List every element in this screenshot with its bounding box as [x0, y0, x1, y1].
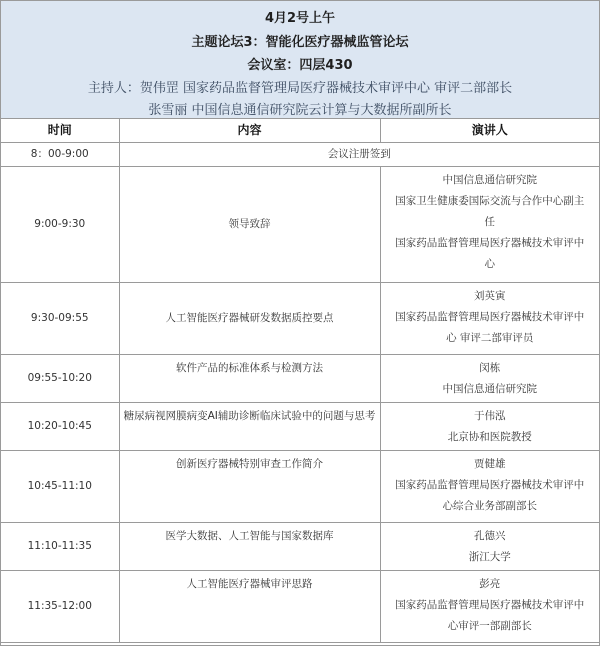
time-cell: 11:35-12:00 — [1, 571, 119, 643]
content-cell: 会议注册签到 — [119, 143, 599, 167]
speaker-line: 国家药品监督管理局医疗器械技术审评中 — [395, 311, 585, 323]
table-row — [1, 403, 599, 451]
time-cell: 9:30-09:55 — [1, 283, 119, 355]
agenda-table — [1, 119, 599, 643]
meeting-room: 会议室：四层430 — [247, 58, 353, 73]
speaker-line: 心 审评二部审评员 — [446, 332, 534, 344]
time-cell: 09:55-10:20 — [1, 355, 119, 403]
speaker-line: 孔德兴 — [474, 530, 506, 542]
speaker-cell — [380, 403, 599, 451]
speaker-line: 国家药品监督管理局医疗器械技术审评中 — [395, 599, 585, 611]
speaker-line: 国家药品监督管理局医疗器械技术审评中 — [395, 237, 585, 249]
table-row — [1, 523, 599, 571]
host-line-1: 主持人：贺伟罡 国家药品监督管理局医疗器械技术审评中心 审评二部部长 — [87, 81, 513, 96]
speaker-cell — [380, 571, 599, 643]
speaker-line: 心综合业务部副部长 — [442, 500, 537, 512]
column-header-content: 内容 — [119, 119, 380, 143]
speaker-cell — [380, 355, 599, 403]
speaker-line: 彭亮 — [479, 578, 501, 590]
speaker-line: 任 — [484, 216, 495, 228]
forum-title: 主题论坛3：智能化医疗器械监管论坛 — [191, 35, 409, 50]
speaker-line: 闵栋 — [479, 362, 501, 374]
table-row — [1, 451, 599, 523]
speaker-line: 贾健雄 — [474, 458, 506, 470]
content-cell: 人工智能医疗器械审评思路 — [119, 571, 380, 643]
time-cell: 9:00-9:30 — [1, 167, 119, 283]
agenda-header — [1, 1, 599, 119]
speaker-line: 中国信息通信研究院 — [442, 383, 537, 395]
speaker-line: 北京协和医院教授 — [447, 431, 532, 443]
content-cell: 人工智能医疗器械研发数据质控要点 — [119, 283, 380, 355]
speaker-line: 于伟泓 — [474, 410, 506, 422]
host-line-2: 张雪丽 中国信息通信研究院云计算与大数据所副所长 — [148, 103, 452, 118]
table-header-row — [1, 119, 599, 143]
table-row-registration — [1, 143, 599, 167]
time-cell: 8：00-9:00 — [1, 143, 119, 167]
speaker-line: 国家药品监督管理局医疗器械技术审评中 — [395, 479, 585, 491]
speaker-line: 心 — [484, 258, 495, 270]
speaker-line: 刘英寅 — [474, 290, 506, 302]
table-row — [1, 167, 599, 283]
table-row — [1, 571, 599, 643]
content-cell: 医学大数据、人工智能与国家数据库 — [119, 523, 380, 571]
content-cell: 领导致辞 — [119, 167, 380, 283]
column-header-speaker: 演讲人 — [380, 119, 599, 143]
table-row — [1, 355, 599, 403]
speaker-cell — [380, 283, 599, 355]
column-header-time: 时间 — [1, 119, 119, 143]
speaker-line: 浙江大学 — [468, 551, 511, 563]
time-cell: 10:45-11:10 — [1, 451, 119, 523]
speaker-cell — [380, 167, 599, 283]
speaker-line: 中国信息通信研究院 — [442, 174, 537, 186]
speaker-cell — [380, 523, 599, 571]
time-cell: 11:10-11:35 — [1, 523, 119, 571]
speaker-line: 心审评一部副部长 — [447, 620, 532, 632]
speaker-line: 国家卫生健康委国际交流与合作中心副主 — [395, 195, 585, 207]
content-cell: 创新医疗器械特别审查工作简介 — [119, 451, 380, 523]
content-cell: 糖尿病视网膜病变AI辅助诊断临床试验中的问题与思考 — [119, 403, 380, 451]
table-row — [1, 283, 599, 355]
content-cell: 软件产品的标准体系与检测方法 — [119, 355, 380, 403]
time-cell: 10:20-10:45 — [1, 403, 119, 451]
speaker-cell — [380, 451, 599, 523]
session-date: 4月2号上午 — [264, 11, 336, 26]
